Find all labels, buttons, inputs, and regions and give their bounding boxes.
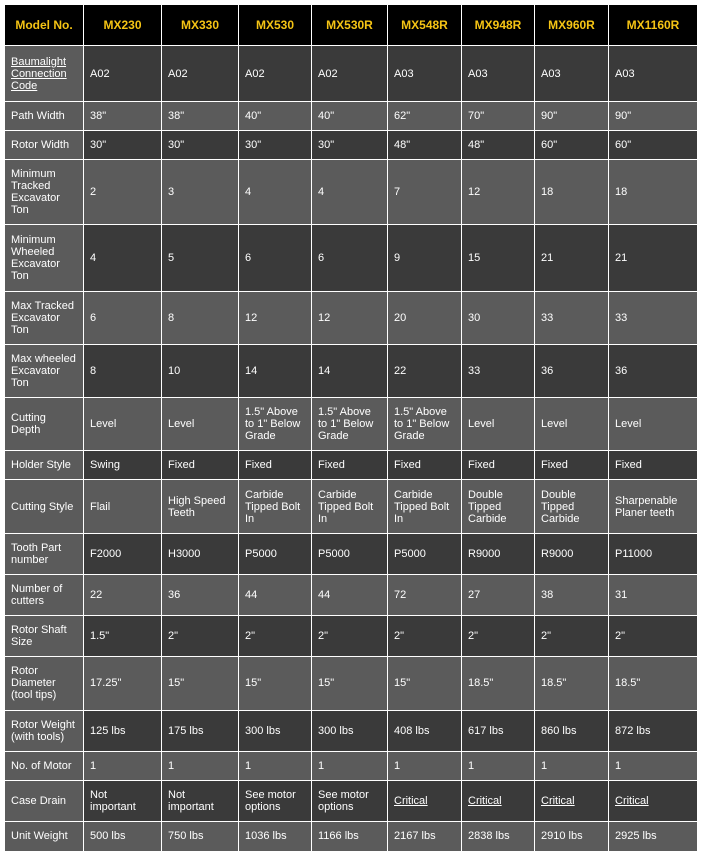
table-cell: 2" xyxy=(535,616,609,657)
table-cell: Not important xyxy=(162,780,239,821)
table-row xyxy=(5,46,698,102)
row-label: Cutting Depth xyxy=(5,397,84,450)
row-label: Case Drain xyxy=(5,780,84,821)
table-cell: 12 xyxy=(312,291,388,344)
corner-header: Model No. xyxy=(5,5,84,46)
table-cell: 62" xyxy=(388,102,462,131)
table-row xyxy=(5,160,698,225)
connection-code-link[interactable]: Baumalight Connection Code xyxy=(11,55,67,92)
table-cell: 2" xyxy=(239,616,312,657)
table-cell: 2" xyxy=(312,616,388,657)
table-cell: 1 xyxy=(84,751,162,780)
table-row xyxy=(5,534,698,575)
table-cell: 36 xyxy=(162,575,239,616)
header-row xyxy=(5,5,698,46)
model-header: MX330 xyxy=(162,5,239,46)
table-row xyxy=(5,780,698,821)
table-row xyxy=(5,575,698,616)
table-cell: Flail xyxy=(84,480,162,534)
table-cell: Fixed xyxy=(535,450,609,479)
table-cell: Fixed xyxy=(609,450,698,479)
table-cell: 18.5" xyxy=(535,657,609,710)
table-cell: A03 xyxy=(462,46,535,102)
table-cell: 2 xyxy=(84,160,162,225)
table-cell: 617 lbs xyxy=(462,710,535,751)
table-cell: 12 xyxy=(239,291,312,344)
table-cell: A03 xyxy=(609,46,698,102)
table-cell: 2" xyxy=(609,616,698,657)
table-cell: Carbide Tipped Bolt In xyxy=(388,480,462,534)
table-cell: Fixed xyxy=(312,450,388,479)
table-cell[interactable] xyxy=(535,780,609,821)
model-header: MX548R xyxy=(388,5,462,46)
table-cell: 2838 lbs xyxy=(462,821,535,851)
table-cell: 1 xyxy=(239,751,312,780)
table-cell: Carbide Tipped Bolt In xyxy=(312,480,388,534)
row-label: Rotor Diameter (tool tips) xyxy=(5,657,84,710)
table-cell: 408 lbs xyxy=(388,710,462,751)
table-cell: 15 xyxy=(462,225,535,291)
table-cell: 36 xyxy=(609,344,698,397)
table-cell: A02 xyxy=(312,46,388,102)
table-cell: See motor options xyxy=(312,780,388,821)
table-cell: 15" xyxy=(388,657,462,710)
table-cell: 3 xyxy=(162,160,239,225)
table-row xyxy=(5,710,698,751)
table-row xyxy=(5,291,698,344)
table-cell: 860 lbs xyxy=(535,710,609,751)
table-row xyxy=(5,751,698,780)
table-cell[interactable] xyxy=(462,780,535,821)
table-cell: 20 xyxy=(388,291,462,344)
row-label: Rotor Shaft Size xyxy=(5,616,84,657)
table-cell: Swing xyxy=(84,450,162,479)
table-cell: 14 xyxy=(312,344,388,397)
table-cell: 38 xyxy=(535,575,609,616)
table-row xyxy=(5,344,698,397)
table-cell: 33 xyxy=(462,344,535,397)
row-label: Rotor Width xyxy=(5,131,84,160)
table-cell: P11000 xyxy=(609,534,698,575)
table-cell: 15" xyxy=(312,657,388,710)
table-cell: 38" xyxy=(84,102,162,131)
table-cell: 1 xyxy=(388,751,462,780)
table-cell: 30" xyxy=(312,131,388,160)
row-label: Minimum Wheeled Excavator Ton xyxy=(5,225,84,291)
table-cell: P5000 xyxy=(388,534,462,575)
table-cell: 5 xyxy=(162,225,239,291)
table-cell: 4 xyxy=(312,160,388,225)
table-cell: 1 xyxy=(162,751,239,780)
table-cell: 1.5" xyxy=(84,616,162,657)
table-cell: Level xyxy=(162,397,239,450)
table-cell: Sharpenable Planer teeth xyxy=(609,480,698,534)
table-cell: 18.5" xyxy=(609,657,698,710)
table-cell: High Speed Teeth xyxy=(162,480,239,534)
table-cell: A02 xyxy=(162,46,239,102)
table-cell: 60" xyxy=(535,131,609,160)
table-cell: 2" xyxy=(462,616,535,657)
table-cell: 33 xyxy=(535,291,609,344)
model-header: MX1160R xyxy=(609,5,698,46)
table-cell: 15" xyxy=(239,657,312,710)
table-cell: 48" xyxy=(388,131,462,160)
spec-table xyxy=(4,4,698,852)
table-cell: 9 xyxy=(388,225,462,291)
table-cell: 22 xyxy=(388,344,462,397)
table-cell: 38" xyxy=(162,102,239,131)
table-cell: Not important xyxy=(84,780,162,821)
row-label: No. of Motor xyxy=(5,751,84,780)
table-cell: 72 xyxy=(388,575,462,616)
table-cell: 2910 lbs xyxy=(535,821,609,851)
table-cell: 40" xyxy=(312,102,388,131)
table-cell: 125 lbs xyxy=(84,710,162,751)
table-row xyxy=(5,480,698,534)
table-cell: A02 xyxy=(84,46,162,102)
table-cell: 30" xyxy=(239,131,312,160)
table-cell: 6 xyxy=(84,291,162,344)
table-cell: 175 lbs xyxy=(162,710,239,751)
table-cell: 6 xyxy=(312,225,388,291)
table-cell: 1 xyxy=(609,751,698,780)
table-cell: 44 xyxy=(312,575,388,616)
table-cell: Fixed xyxy=(388,450,462,479)
table-cell: 2167 lbs xyxy=(388,821,462,851)
table-cell: 10 xyxy=(162,344,239,397)
table-cell: 48" xyxy=(462,131,535,160)
table-cell: 2925 lbs xyxy=(609,821,698,851)
table-cell: A03 xyxy=(388,46,462,102)
table-cell: 30" xyxy=(162,131,239,160)
table-cell: 300 lbs xyxy=(239,710,312,751)
table-cell: 500 lbs xyxy=(84,821,162,851)
table-cell: Level xyxy=(462,397,535,450)
table-cell[interactable] xyxy=(388,780,462,821)
table-cell: 1 xyxy=(535,751,609,780)
table-cell: 22 xyxy=(84,575,162,616)
row-label: Rotor Weight (with tools) xyxy=(5,710,84,751)
table-cell: 8 xyxy=(84,344,162,397)
table-cell: 18.5" xyxy=(462,657,535,710)
table-row xyxy=(5,657,698,710)
row-label: Max wheeled Excavator Ton xyxy=(5,344,84,397)
table-cell: 14 xyxy=(239,344,312,397)
table-row xyxy=(5,397,698,450)
table-cell: A03 xyxy=(535,46,609,102)
table-cell[interactable] xyxy=(609,780,698,821)
row-label: Holder Style xyxy=(5,450,84,479)
table-cell: 15" xyxy=(162,657,239,710)
table-cell: Level xyxy=(609,397,698,450)
table-cell: 90" xyxy=(535,102,609,131)
table-cell: 12 xyxy=(462,160,535,225)
table-cell: 4 xyxy=(84,225,162,291)
table-cell: 31 xyxy=(609,575,698,616)
row-label: Max Tracked Excavator Ton xyxy=(5,291,84,344)
table-cell: 44 xyxy=(239,575,312,616)
table-cell: 1.5" Above to 1" Below Grade xyxy=(239,397,312,450)
table-row xyxy=(5,450,698,479)
table-cell: 7 xyxy=(388,160,462,225)
row-label: Minimum Tracked Excavator Ton xyxy=(5,160,84,225)
table-cell: P5000 xyxy=(312,534,388,575)
table-cell: 4 xyxy=(239,160,312,225)
table-cell: 1 xyxy=(462,751,535,780)
row-label: Path Width xyxy=(5,102,84,131)
table-cell: R9000 xyxy=(535,534,609,575)
table-cell: 21 xyxy=(609,225,698,291)
table-cell: R9000 xyxy=(462,534,535,575)
table-cell: 60" xyxy=(609,131,698,160)
table-row xyxy=(5,821,698,851)
table-cell: H3000 xyxy=(162,534,239,575)
table-cell: Fixed xyxy=(239,450,312,479)
row-label: Tooth Part number xyxy=(5,534,84,575)
table-cell: 36 xyxy=(535,344,609,397)
table-cell: Fixed xyxy=(162,450,239,479)
table-cell: 1166 lbs xyxy=(312,821,388,851)
model-header: MX530R xyxy=(312,5,388,46)
model-header: MX948R xyxy=(462,5,535,46)
table-row xyxy=(5,225,698,291)
table-cell: 8 xyxy=(162,291,239,344)
table-cell: See motor options xyxy=(239,780,312,821)
table-row xyxy=(5,131,698,160)
table-cell: 2" xyxy=(162,616,239,657)
table-cell: 30" xyxy=(84,131,162,160)
table-cell: 6 xyxy=(239,225,312,291)
model-header: MX230 xyxy=(84,5,162,46)
table-cell: 1036 lbs xyxy=(239,821,312,851)
table-cell: 872 lbs xyxy=(609,710,698,751)
table-cell: 1.5" Above to 1" Below Grade xyxy=(388,397,462,450)
critical-link[interactable]: Critical xyxy=(394,794,428,807)
table-cell: 1 xyxy=(312,751,388,780)
row-label: Number of cutters xyxy=(5,575,84,616)
table-cell: 27 xyxy=(462,575,535,616)
model-header: MX960R xyxy=(535,5,609,46)
table-cell: F2000 xyxy=(84,534,162,575)
critical-link[interactable]: Critical xyxy=(615,794,649,807)
table-cell: 18 xyxy=(609,160,698,225)
table-cell: Carbide Tipped Bolt In xyxy=(239,480,312,534)
table-cell: 70" xyxy=(462,102,535,131)
table-cell: A02 xyxy=(239,46,312,102)
table-cell: Double Tipped Carbide xyxy=(535,480,609,534)
table-row xyxy=(5,616,698,657)
row-label[interactable] xyxy=(5,46,84,102)
table-cell: 300 lbs xyxy=(312,710,388,751)
critical-link[interactable]: Critical xyxy=(541,794,575,807)
table-cell: 18 xyxy=(535,160,609,225)
table-cell: Level xyxy=(84,397,162,450)
table-cell: Double Tipped Carbide xyxy=(462,480,535,534)
table-cell: 17.25" xyxy=(84,657,162,710)
table-cell: Level xyxy=(535,397,609,450)
table-cell: Fixed xyxy=(462,450,535,479)
row-label: Unit Weight xyxy=(5,821,84,851)
table-cell: 30 xyxy=(462,291,535,344)
critical-link[interactable]: Critical xyxy=(468,794,502,807)
table-cell: 750 lbs xyxy=(162,821,239,851)
table-cell: 1.5" Above to 1" Below Grade xyxy=(312,397,388,450)
table-cell: 33 xyxy=(609,291,698,344)
table-cell: 90" xyxy=(609,102,698,131)
table-cell: 21 xyxy=(535,225,609,291)
table-cell: 2" xyxy=(388,616,462,657)
row-label: Cutting Style xyxy=(5,480,84,534)
model-header: MX530 xyxy=(239,5,312,46)
table-row xyxy=(5,102,698,131)
table-cell: P5000 xyxy=(239,534,312,575)
table-cell: 40" xyxy=(239,102,312,131)
